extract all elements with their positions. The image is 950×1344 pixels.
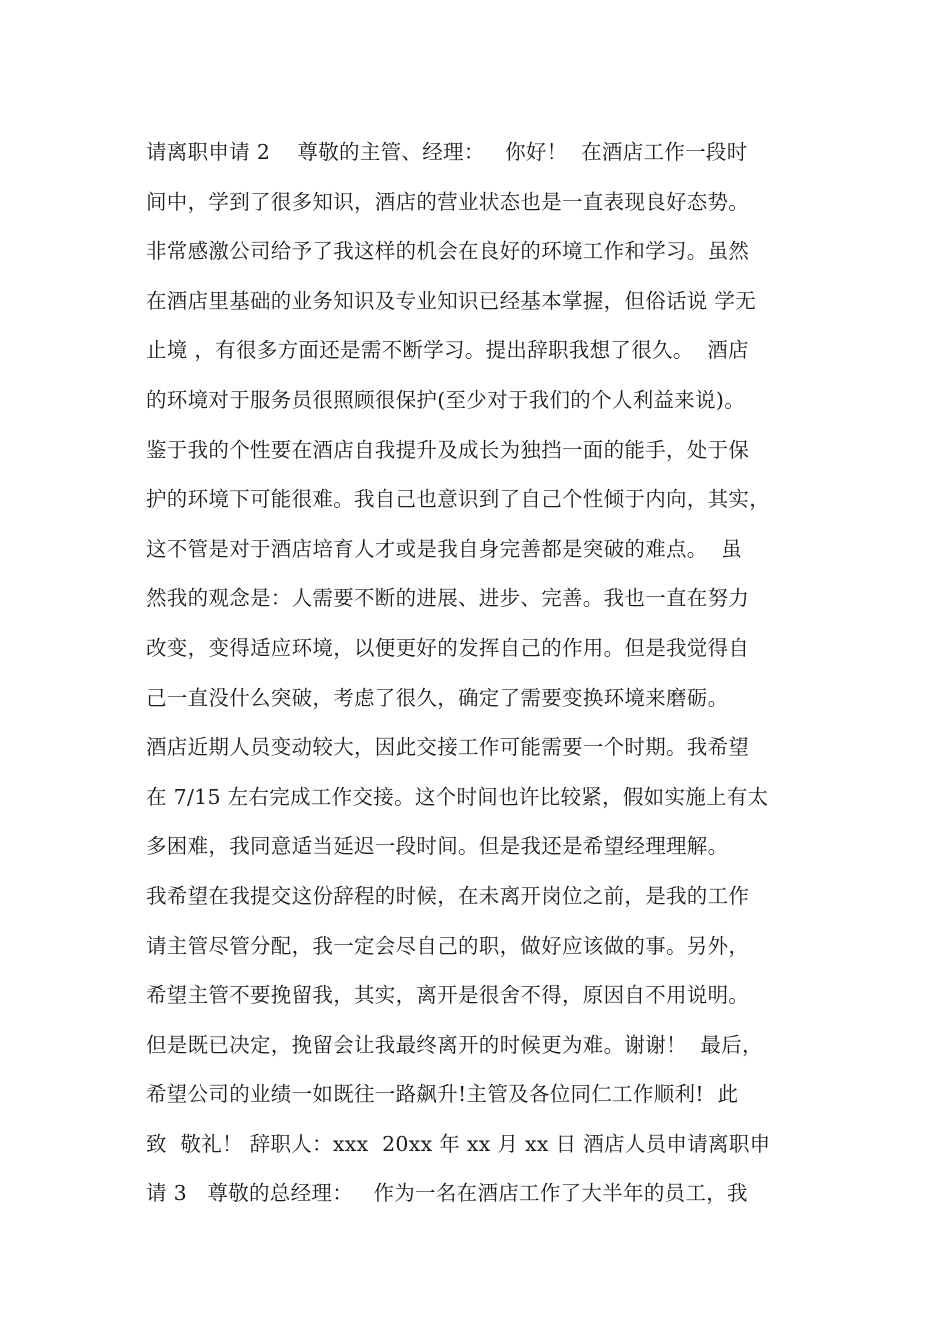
text-line: 鉴于我的个性要在酒店自我提升及成长为独挡一面的能手，处于保 — [146, 437, 750, 462]
text-line: 这不管是对于酒店培育人才或是我自身完善都是突破的难点。 虽 — [146, 536, 743, 561]
text-line: 希望公司的业绩一如既往一路飙升!主管及各位同仁工作顺利! 此 — [146, 1082, 739, 1107]
text-line: 致 敬礼！ 辞职人：xxx 20xx 年 xx 月 xx 日 酒店人员申请离职申 — [146, 1131, 771, 1156]
text-line: 请离职申请 2 尊敬的主管、经理： 你好！ 在酒店工作一段时 — [146, 140, 748, 164]
text-line: 非常感激公司给予了我这样的机会在良好的环境工作和学习。虽然 — [146, 239, 750, 264]
text-line: 多困难，我同意适当延迟一段时间。但是我还是希望经理理解。 — [146, 834, 729, 859]
text-line: 己一直没什么突破，考虑了很久，确定了需要变换环境来磨砺。 — [146, 685, 729, 710]
text-line: 在酒店里基础的业务知识及专业知识已经基本掌握，但俗话说 学无 — [146, 288, 757, 313]
text-line: 希望主管不要挽留我，其实，离开是很舍不得，原因自不用说明。 — [146, 983, 750, 1008]
text-line: 止境 ，有很多方面还是需不断学习。提出辞职我想了很久。 酒店 — [146, 338, 749, 363]
text-line: 间中，学到了很多知识，酒店的营业状态也是一直表现良好态势。 — [146, 189, 750, 214]
text-line: 我希望在我提交这份辞程的时候，在未离开岗位之前，是我的工作 — [146, 883, 750, 908]
document-body — [146, 128, 846, 1219]
text-line: 在 7/15 左右完成工作交接。这个时间也许比较紧，假如实施上有太 — [146, 784, 769, 809]
text-line: 改变，变得适应环境，以便更好的发挥自己的作用。但是我觉得自 — [146, 635, 750, 660]
text-line: 酒店近期人员变动较大，因此交接工作可能需要一个时期。我希望 — [146, 735, 750, 760]
text-line: 然我的观念是：人需要不断的进展、进步、完善。我也一直在努力 — [146, 586, 750, 611]
text-line: 请 3 尊敬的总经理： 作为一名在酒店工作了大半年的员工，我 — [146, 1181, 748, 1206]
text-line: 但是既已决定，挽留会让我最终离开的时候更为难。谢谢！ 最后， — [146, 1032, 763, 1057]
text-line: 请主管尽管分配，我一定会尽自己的职，做好应该做的事。另外， — [146, 933, 750, 958]
text-line: 的环境对于服务员很照顾很保护(至少对于我们的个人利益来说)。 — [146, 387, 745, 412]
text-line: 护的环境下可能很难。我自己也意识到了自己个性倾于内向，其实， — [146, 487, 770, 512]
